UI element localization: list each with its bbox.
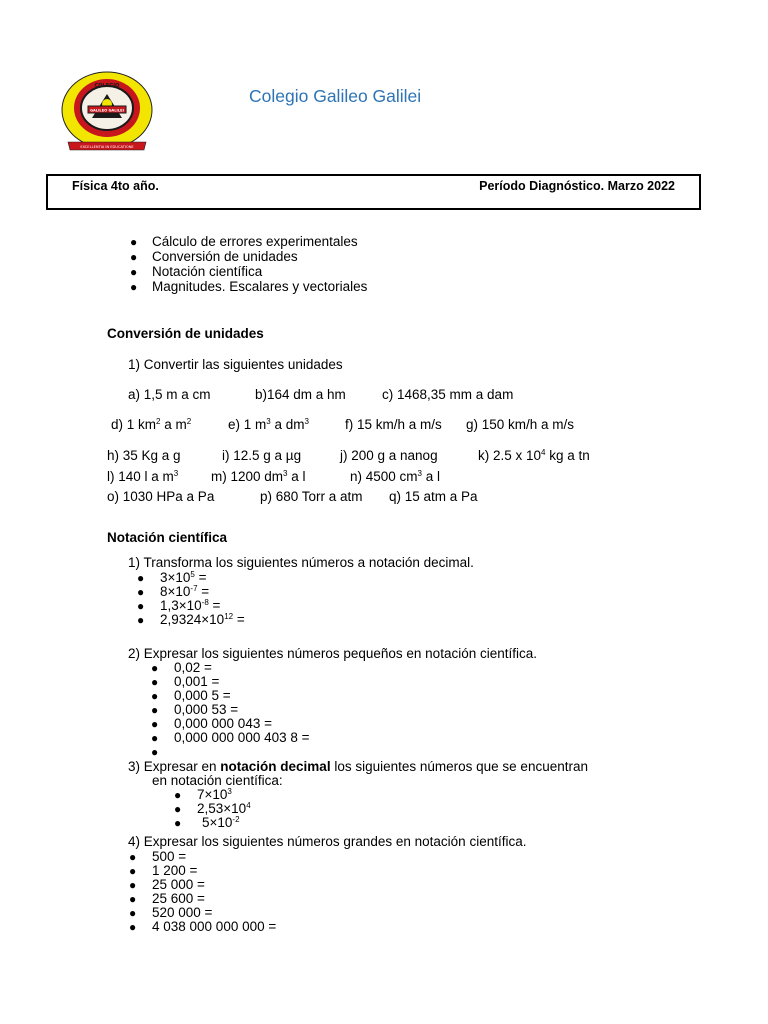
list-item: $2,9324\times 10^{12}$ = — [160, 612, 245, 627]
bullet-icon: ● — [137, 585, 145, 599]
bullet-icon: ● — [137, 599, 145, 613]
scientific-question-3-line2: en notación científica: — [152, 773, 283, 788]
exercise-b: b)164 dm a hm — [255, 387, 346, 402]
exercise-k: k) 2.5 x $10^4$ kg a tn — [478, 448, 590, 463]
exercise-g: g) 150 km/h a m/s — [466, 417, 575, 432]
school-name: Colegio Galileo Galilei — [249, 86, 422, 106]
logo-band-text: GALILEO GALILEI — [90, 108, 124, 113]
bullet-icon: ● — [129, 920, 137, 934]
bullet-icon: ● — [151, 703, 159, 717]
exercise-j: j) 200 g a nanog — [340, 448, 438, 463]
scientific-question-4: 4) Expresar los siguientes números grandes en notación científica. — [128, 834, 527, 849]
bullet-icon: ● — [151, 731, 159, 745]
list-item: $5\times 10^{-2}$ — [202, 815, 240, 830]
list-item: Notación científica — [152, 264, 263, 279]
school-logo — [60, 70, 154, 154]
bullet-icon: ● — [174, 788, 182, 802]
logo-top-text: COLEGIO — [94, 83, 120, 89]
bullet-icon: ● — [151, 717, 159, 731]
bullet-icon: ● — [129, 906, 137, 920]
logo-ribbon-text: EXCELLENTIA IN EDUCATIONE — [80, 145, 134, 149]
list-item: 500 = — [152, 849, 187, 864]
bullet-icon: ● — [151, 745, 159, 759]
scientific-question-3: 3) Expresar en notación decimal los siguientes números que se encuentran — [128, 759, 588, 774]
list-item: 0,000 000 000 403 8 = — [174, 730, 310, 745]
bullet-icon: ● — [151, 675, 159, 689]
bullet-icon: ● — [129, 850, 137, 864]
bullet-icon: ● — [151, 689, 159, 703]
bullet-icon: ● — [130, 265, 138, 279]
exercise-f: f) 15 km/h a m/s — [345, 417, 442, 432]
scientific-question-1: 1) Transforma los siguientes números a notación decimal. — [128, 555, 474, 570]
conversion-question-1: 1) Convertir las siguientes unidades — [128, 357, 343, 372]
period-label: Período Diagnóstico. Marzo 2022 — [479, 179, 675, 193]
list-item: 1 200 = — [152, 863, 198, 878]
list-item: 0,02 = — [174, 660, 212, 675]
list-item: 0,000 5 = — [174, 688, 231, 703]
bullet-icon: ● — [137, 613, 145, 627]
exercise-n: n) 4500 $cm^3$ a l — [350, 469, 441, 484]
bullet-icon: ● — [174, 802, 182, 816]
bullet-icon: ● — [130, 280, 138, 294]
list-item: 520 000 = — [152, 905, 213, 920]
exercise-q: q) 15 atm a Pa — [389, 489, 478, 504]
scientific-question-2: 2) Expresar los siguientes números pequeños en notación científica. — [128, 646, 537, 661]
header-box — [46, 174, 701, 210]
bullet-icon: ● — [129, 864, 137, 878]
list-item: Cálculo de errores experimentales — [152, 234, 358, 249]
list-item: 4 038 000 000 000 = — [152, 919, 277, 934]
list-item: $2,53\times 10^4$ — [197, 801, 251, 816]
exercise-o: o) 1030 HPa a Pa — [107, 489, 215, 504]
bullet-icon: ● — [151, 661, 159, 675]
subject-label: Física 4to año. — [72, 179, 159, 193]
list-item: 0,000 000 043 = — [174, 716, 272, 731]
list-item: 25 600 = — [152, 891, 205, 906]
bullet-icon: ● — [130, 235, 138, 249]
exercise-h: h) 35 Kg a g — [107, 448, 181, 463]
exercise-a: a) 1,5 m a cm — [128, 387, 211, 402]
list-item: 0,000 53 = — [174, 702, 239, 717]
list-item: $3\times 10^5$ = — [160, 570, 207, 585]
conversion-heading: Conversión de unidades — [107, 326, 264, 341]
bullet-icon: ● — [137, 571, 145, 585]
list-item: $7\times 10^3$ — [197, 787, 232, 802]
list-item: Conversión de unidades — [152, 249, 298, 264]
bullet-icon: ● — [129, 892, 137, 906]
bullet-icon: ● — [174, 816, 182, 830]
exercise-i: i) 12.5 g a µg — [222, 448, 302, 463]
bullet-icon: ● — [129, 878, 137, 892]
list-item: 25 000 = — [152, 877, 205, 892]
exercise-d: d) 1 $km^2$ a $m^2$ — [111, 417, 192, 432]
list-item: 0,001 = — [174, 674, 220, 689]
exercise-p: p) 680 Torr a atm — [260, 489, 363, 504]
bullet-icon: ● — [130, 250, 138, 264]
list-item: $8\times 10^{-7}$ = — [160, 584, 210, 599]
list-item: $1,3\times 10^{-8}$ = — [160, 598, 221, 613]
exercise-l: l) 140 l a $m^3$ — [107, 469, 179, 484]
list-item: Magnitudes. Escalares y vectoriales — [152, 279, 368, 294]
exercise-e: e) 1 $m^3$ a $dm^3$ — [228, 417, 309, 432]
exercise-c: c) 1468,35 mm a dam — [382, 387, 514, 402]
exercise-m: m) 1200 $dm^3$ a l — [211, 469, 306, 484]
scientific-heading: Notación científica — [107, 530, 228, 545]
